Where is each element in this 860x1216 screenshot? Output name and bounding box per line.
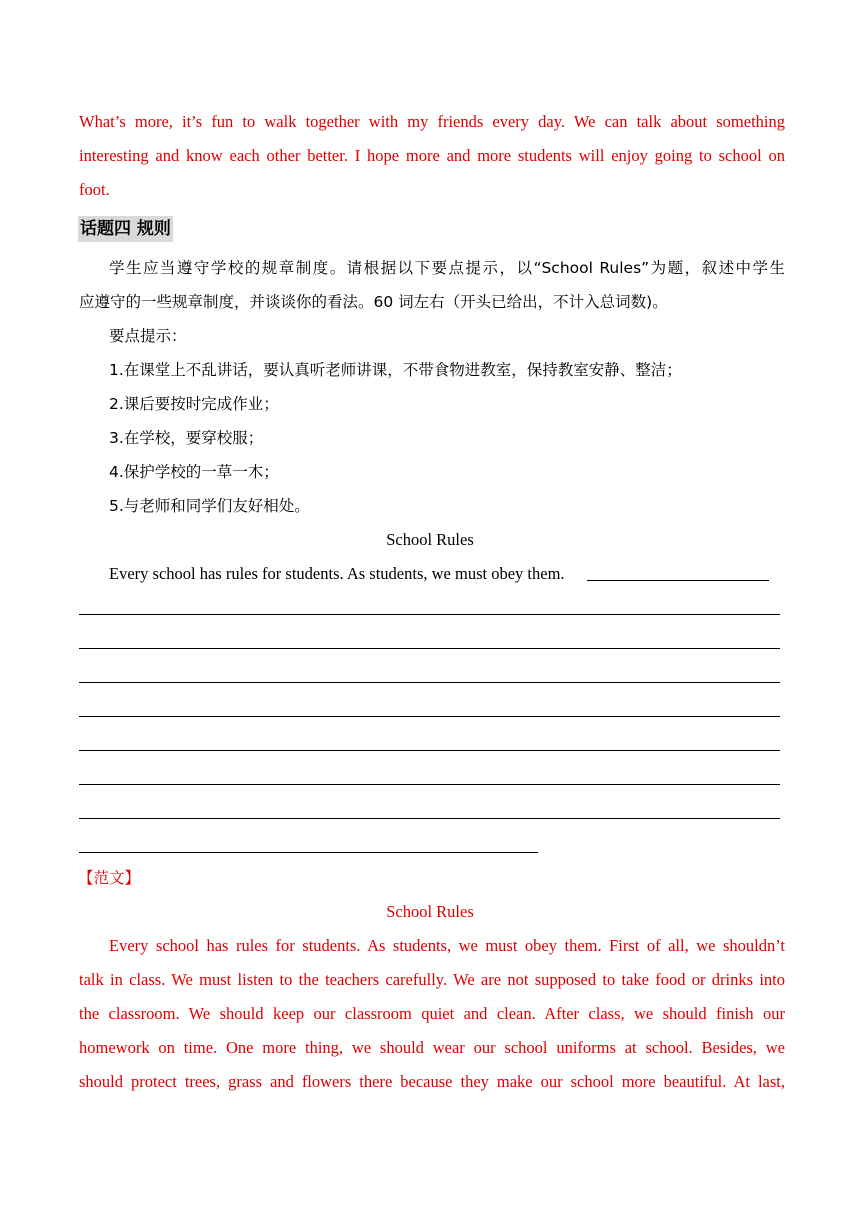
point-item: 4.保护学校的一草一木；: [109, 463, 279, 481]
section-heading: 话题四 规则: [78, 216, 173, 242]
model-line-4: homework on time. One more thing, we should wear our school uniforms at school. Besides, we: [79, 1038, 785, 1057]
answer-blank-line[interactable]: [79, 750, 780, 751]
sample-line-2: interesting and know each other better. I hope more and more students will enjoy going to school on: [79, 146, 785, 165]
task-intro-line-1: 学生应当遵守学校的规章制度。请根据以下要点提示，以“School Rules”为题，叙述中学生: [109, 259, 785, 277]
sample-line-3: foot.: [79, 180, 110, 199]
point-item: 1.在课堂上不乱讲话，要认真听老师讲课，不带食物进教室，保持教室安静、整洁；: [109, 361, 682, 379]
model-label: 【范文】: [78, 869, 141, 887]
points-label: 要点提示：: [109, 327, 187, 345]
model-line-2: talk in class. We must listen to the teachers carefully. We are not supposed to take food or drinks into: [79, 970, 785, 989]
point-item: 2.课后要按时完成作业；: [109, 395, 279, 413]
task-intro-line-2: 应遵守的一些规章制度，并谈谈你的看法。60 词左右（开头已给出，不计入总词数)。: [79, 293, 668, 311]
writing-opening: Every school has rules for students. As students, we must obey them.: [109, 564, 565, 583]
point-item: 5.与老师和同学们友好相处。: [109, 497, 310, 515]
sample-line-1: What’s more, it’s fun to walk together with my friends every day. We can talk about something: [79, 112, 785, 131]
writing-title: School Rules: [386, 530, 474, 549]
point-item: 3.在学校，要穿校服；: [109, 429, 264, 447]
answer-blank-line[interactable]: [79, 716, 780, 717]
answer-blank-line[interactable]: [79, 784, 780, 785]
answer-blank-line[interactable]: [79, 852, 538, 853]
answer-blank-line[interactable]: [587, 580, 769, 581]
answer-blank-line[interactable]: [79, 818, 780, 819]
model-line-1: Every school has rules for students. As students, we must obey them. First of all, we shouldn’t: [109, 936, 785, 955]
model-line-5: should protect trees, grass and flowers there because they make our school more beautiful. At last,: [79, 1072, 785, 1091]
model-line-3: the classroom. We should keep our classroom quiet and clean. After class, we should finish our: [79, 1004, 785, 1023]
model-title: School Rules: [386, 902, 474, 921]
answer-blank-line[interactable]: [79, 682, 780, 683]
answer-blank-line[interactable]: [79, 614, 780, 615]
answer-blank-line[interactable]: [79, 648, 780, 649]
